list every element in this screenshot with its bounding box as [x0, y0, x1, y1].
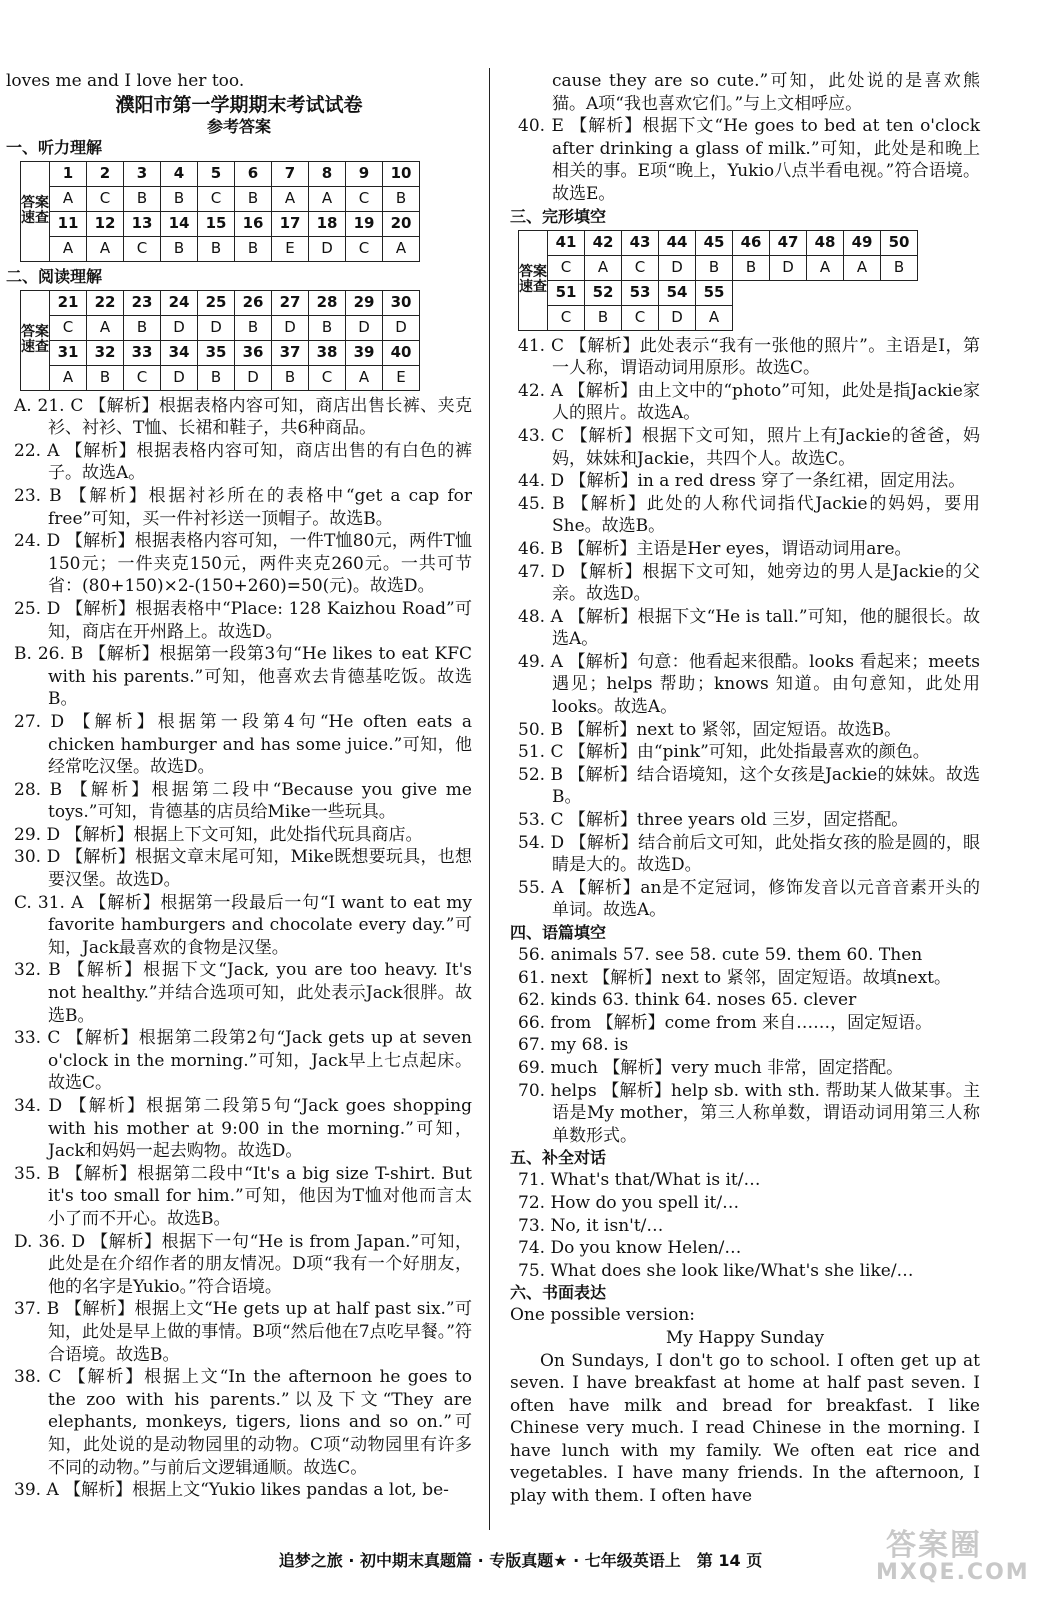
answer-item: 46. B 【解析】主语是Her eyes，谓语动词用are。 — [518, 538, 912, 559]
answer-item: 35. B 【解析】根据第二段中“It's a big size T-shirt. But it's too small for him.”可知，他因为T恤对他而言太小了而不开心。故选B。 — [14, 1163, 472, 1229]
answer-item: 29. D 【解析】根据上下文可知，此处指代玩具商店。 — [14, 824, 423, 845]
answer-item: 25. D 【解析】根据表格中“Place: 128 Kaizhou Road”可知，商店在开州路上。故选D。 — [14, 598, 472, 642]
answer-item: 51. C 【解析】由“pink”可知，此处指最喜欢的颜色。 — [518, 742, 930, 763]
dialog-item: 71. What's that/What is it/… — [518, 1170, 761, 1191]
table-row: 答案速查 41 42 43 44 45 46 47 48 49 50 — [519, 230, 918, 255]
essay-title: My Happy Sunday — [665, 1327, 825, 1348]
answer-subtitle: 参考答案 — [206, 116, 271, 136]
answer-item: 39. A 【解析】根据上文“Yukio likes pandas a lot, be- — [14, 1480, 449, 1501]
answer-item: 23. B 【解析】根据衬衫所在的表格中“get a cap for free”可知，买一件衬衫送一顶帽子。故选B。 — [14, 485, 472, 529]
answer-item: 55. A 【解析】an是不定冠词，修饰发音以元音音素开头的单词。故选A。 — [518, 877, 980, 921]
answer-item: 45. B 【解析】此处的人称代词指代Jackie的妈妈，要用She。故选B。 — [518, 493, 980, 537]
answer-item: 28. B 【解析】根据第二段中“Because you give me toys.”可知，肯德基的店员给Mike一些玩具。 — [14, 779, 472, 823]
answer-table-cloze — [518, 230, 918, 331]
answer-item: 27. D 【解析】根据第一段第4句“He often eats a chicken hamburger and has some juice.”可知，他经常吃汉堡。故选D。 — [14, 711, 472, 778]
table-label: 答案速查 — [21, 161, 50, 261]
answer-item: 38. C 【解析】根据上文“In the afternoon he goes to the zoo with his parents.”以及下文“They are elephants, monkeys, tigers, lions and so on.”可知，此处说的是动物园里的动物。C项“动物园里有许多不同的动物。”与前后文逻辑通顺。故选C。 — [14, 1367, 472, 1478]
page-footer: 追梦之旅 · 初中期末真题篇 · 专版真题★ · 七年级英语上 第 14 页 — [278, 1551, 763, 1570]
answer-item: 37. B 【解析】根据上文“He gets up at half past six.”可知，此处是早上做的事情。B项“然后他在7点吃早餐。”符合语境。故选B。 — [14, 1299, 472, 1365]
fill-item: 62. kinds 63. think 64. noses 65. clever — [518, 990, 857, 1011]
fill-item: 66. from 【解析】come from 来自……，固定短语。 — [518, 1012, 933, 1033]
intro-line: loves me and I love her too. — [6, 71, 245, 91]
essay-intro: One possible version: — [510, 1305, 695, 1326]
table-row: 51 52 53 54 55 — [519, 280, 918, 305]
answer-item: 50. B 【解析】next to 紧邻，固定短语。故选B。 — [518, 719, 902, 740]
table-row: A A C B B B E D C A — [21, 236, 420, 261]
table-row: C A B D D B D B D D — [21, 315, 420, 340]
fill-item: 67. my 68. is — [518, 1035, 629, 1056]
dialog-item: 73. No, it isn't/… — [518, 1215, 664, 1236]
answer-item: 43. C 【解析】根据下文可知，照片上有Jackie的爸爸，妈妈，妹妹和Jackie，共四个人。故选C。 — [518, 425, 980, 469]
section-dialog: 五、补全对话 — [510, 1148, 607, 1168]
answer-item: 40. E 【解析】根据下文“He goes to bed at ten o'clock after drinking a glass of milk.”可知，此处是和晚上相关的事。E项“晚上，Yukio八点半看电视。”符合语境。故选E。 — [518, 116, 980, 204]
answer-item: 42. A 【解析】由上文中的“photo”可知，此处是指Jackie家人的照片。故选A。 — [518, 380, 980, 424]
answer-item: 33. C 【解析】根据第二段第2句“Jack gets up at seven o'clock in the morning.”可知，Jack早上七点起床。故选C。 — [14, 1028, 472, 1094]
exam-title: 濮阳市第一学期期末考试试卷 — [115, 93, 363, 116]
answer-item: D. 36. D 【解析】根据下一句“He is from Japan.”可知，此处是在介绍作者的朋友情况。D项“我有一个好朋友，他的名字是Yukio。”符合语境。 — [14, 1231, 472, 1297]
table-row: 答案速查 21 22 23 24 25 26 27 28 29 30 — [21, 290, 420, 315]
table-label: 答案速查 — [519, 230, 548, 330]
answer-item: 24. D 【解析】根据表格内容可知，一件T恤80元，两件T恤150元；一件夹克150元，两件夹克260元。一共可节省：(80+150)×2-(150+260)=50(元)。故选D。 — [14, 531, 472, 597]
answer-item: 53. C 【解析】three years old 三岁，固定搭配。 — [518, 810, 909, 831]
fill-item: 61. next 【解析】next to 紧邻，固定短语。故填next。 — [518, 967, 952, 988]
watermark-bottom: MXQE.COM — [876, 1560, 1030, 1585]
watermark-top: 答案圈 — [886, 1528, 982, 1563]
section-writing: 六、书面表达 — [510, 1283, 607, 1303]
table-row: A C B B C B A A C B — [21, 186, 420, 211]
fill-item: 70. helps 【解析】help sb. with sth. 帮助某人做某事。主语是My mother，第三人称单数，谓语动词用第三人称单数形式。 — [518, 1080, 980, 1146]
watermark-logo — [876, 1520, 1030, 1590]
answer-item: 41. C 【解析】此处表示“我有一张他的照片”。主语是I，第一人称，谓语动词用原形。故选C。 — [518, 335, 980, 379]
section-text-fill: 四、语篇填空 — [510, 923, 607, 942]
table-row: C B C D A — [519, 305, 918, 330]
table-row: C A C D B B D A A B — [519, 255, 918, 280]
section-reading: 二、阅读理解 — [6, 266, 103, 286]
answer-item: B. 26. B 【解析】根据第一段第3句“He likes to eat KFC with his parents.”可知，他喜欢去肯德基吃饭。故选B。 — [14, 644, 472, 710]
section-listening: 一、听力理解 — [6, 137, 103, 157]
column-divider — [489, 68, 490, 1530]
answer-item: 49. A 【解析】句意：他看起来很酷。looks 看起来；meets 遇见；helps 帮助；knows 知道。由句意知，此处用looks。故选A。 — [518, 651, 980, 718]
essay-body: On Sundays, I don't go to school. I often get up at seven. I have breakfast at home at half past seven. I often have milk and bread for breakfast. I like Chinese very much. I read Chinese in the morning. I have lunch with my family. We often eat rice and vegetables. I have many friends. In the afternoon, I play with them. I often have — [510, 1350, 980, 1507]
answer-item: 34. D 【解析】根据第二段第5句“Jack goes shopping with his mother at 9:00 in the morning.”可知，Jack和妈妈一起去购物。故选D。 — [14, 1096, 472, 1162]
answer-item: C. 31. A 【解析】根据第一段最后一句“I want to eat my favorite hamburgers and chocolate every day.”可知，Jack最喜欢的食物是汉堡。 — [14, 892, 472, 958]
right-column — [510, 70, 980, 1508]
answer-table-reading — [20, 290, 420, 391]
table-row: 31 32 33 34 35 36 37 38 39 40 — [21, 340, 420, 365]
answer-item: 44. D 【解析】in a red dress 穿了一条红裙，固定用法。 — [518, 471, 966, 492]
dialog-item: 75. What does she look like/What's she like/… — [518, 1260, 914, 1281]
answer-item: 52. B 【解析】结合语境知，这个女孩是Jackie的妹妹。故选B。 — [518, 764, 980, 808]
answer-item: 32. B 【解析】根据下文“Jack, you are too heavy. It's not healthy.”并结合选项可知，此处表示Jack很胖。故选B。 — [14, 960, 472, 1026]
answer-item: 47. D 【解析】根据下文可知，她旁边的男人是Jackie的父亲。故选D。 — [518, 561, 980, 605]
continued-text: cause they are so cute.”可知，此处说的是喜欢熊猫。A项“我也喜欢它们。”与上文相呼应。 — [552, 71, 980, 114]
dialog-item: 72. How do you spell it/… — [518, 1192, 740, 1213]
left-column — [6, 70, 472, 1502]
table-row: 11 12 13 14 15 16 17 18 19 20 — [21, 211, 420, 236]
answer-item: A. 21. C 【解析】根据表格内容可知，商店出售长裤、夹克衫、衬衫、T恤、长裙和鞋子，共6种商品。 — [14, 395, 472, 439]
answer-item: 22. A 【解析】根据表格内容可知，商店出售的有白色的裤子。故选A。 — [14, 440, 472, 484]
answer-table-listening — [20, 161, 420, 262]
section-cloze: 三、完形填空 — [510, 206, 607, 226]
answer-item: 54. D 【解析】结合前后文可知，此处指女孩的脸是圆的，眼睛是大的。故选D。 — [518, 832, 980, 876]
table-row: A B C D B D B C A E — [21, 365, 420, 390]
dialog-item: 74. Do you know Helen/… — [518, 1238, 742, 1259]
answer-item: 48. A 【解析】根据下文“He is tall.”可知，他的腿很长。故选A。 — [518, 606, 980, 650]
table-label: 答案速查 — [21, 290, 50, 390]
table-row: 答案速查 1 2 3 4 5 6 7 8 9 10 — [21, 161, 420, 186]
fill-item: 69. much 【解析】very much 非常，固定搭配。 — [518, 1057, 904, 1078]
answer-item: 30. D 【解析】根据文章末尾可知，Mike既想要玩具，也想要汉堡。故选D。 — [14, 847, 472, 891]
fill-item: 56. animals 57. see 58. cute 59. them 60. Then — [518, 945, 923, 965]
